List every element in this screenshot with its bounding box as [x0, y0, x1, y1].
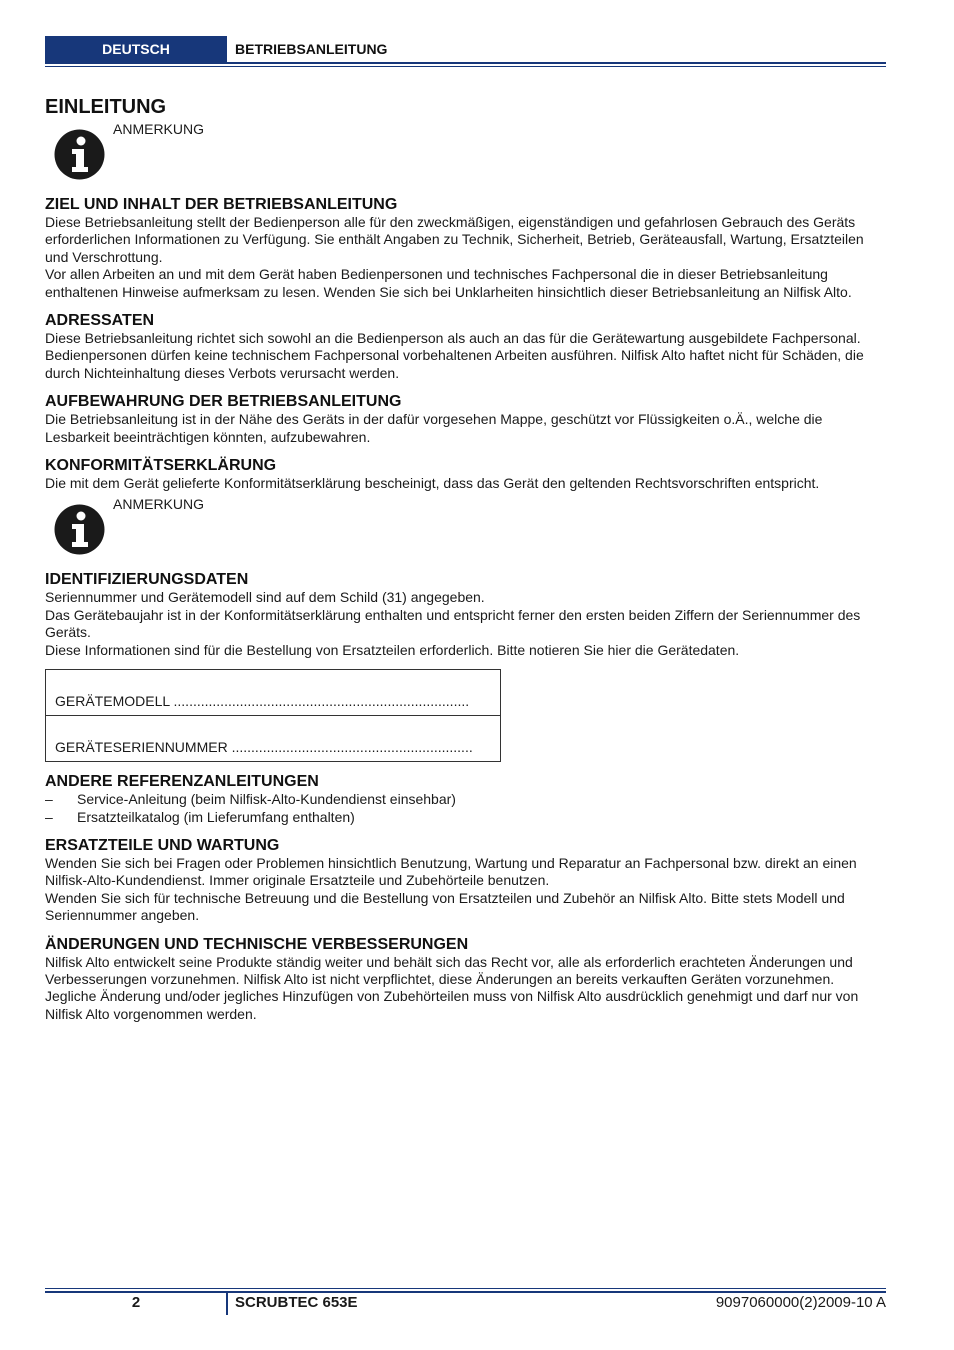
- footer-rule-thin: [45, 1288, 886, 1289]
- page-footer: [45, 1288, 886, 1318]
- paragraph: Diese Betriebsanleitung stellt der Bedienperson alle für den zweckmäßigen, eigenständigen und gefahrlosen Gebrauch des Geräts erforderlichen Informationen zu Verfügung. Sie enthält Angaben zu Technik, Sicherheit, Betrieb, Geräteausfall, Wartung, Ersatzteilen und Verschrottung.: [45, 214, 864, 265]
- section-identifizierung: [45, 570, 890, 659]
- language-tab: DEUTSCH: [45, 36, 227, 62]
- info-icon: [54, 129, 105, 180]
- section-andere: [45, 772, 890, 826]
- footer-rule: [45, 1291, 886, 1293]
- page-number: 2: [131, 1294, 141, 1311]
- note-block-1: [45, 121, 890, 183]
- note-label: ANMERKUNG: [113, 496, 205, 513]
- section-title: KONFORMITÄTSERKLÄRUNG: [45, 457, 277, 475]
- paragraph: Vor allen Arbeiten an und mit dem Gerät haben Bedienpersonen und technisches Fachpersonal die in dieser Betriebsanleitung enthaltenen Hinweise aufmerksam zu lesen. Wenden Sie sich bei Unklarheiten hinsichtlich dieser Betriebsanleitung an Nilfisk Alto.: [45, 266, 852, 300]
- paragraph: Jegliche Änderung und/oder jegliches Hinzufügen von Zubehörteilen muss von Nilfisk Alto ausdrücklich genehmigt und darf nur von Nilfisk Alto vorgenommen werden.: [45, 988, 859, 1022]
- header-title: BETRIEBSANLEITUNG: [235, 41, 388, 57]
- section-title: ERSATZTEILE UND WARTUNG: [45, 836, 280, 854]
- section-title: ADRESSATEN: [45, 312, 155, 330]
- header-rule: [45, 62, 886, 64]
- reference-list: [45, 791, 890, 826]
- product-model: SCRUBTEC 653E: [235, 1294, 358, 1311]
- paragraph: Seriennummer und Gerätemodell sind auf dem Schild (31) angegeben.: [45, 589, 485, 606]
- page-header: [45, 36, 886, 64]
- device-model-field: GERÄTEMODELL ............................................................................: [55, 693, 470, 710]
- section-aufbewahrung: [45, 392, 890, 446]
- section-title: ÄNDERUNGEN UND TECHNISCHE VERBESSERUNGEN: [45, 935, 469, 953]
- note-block-2: [45, 496, 890, 558]
- device-serial-field: GERÄTESERIENNUMMER ..............................................................: [55, 739, 473, 756]
- paragraph: Die Betriebsanleitung ist in der Nähe des Geräts in der dafür vorgesehen Mappe, geschützt vor Flüssigkeiten o.Ä., welche die Lesbarkeit beeinträchtigen könnten, aufzubewahren.: [45, 411, 823, 445]
- section-aenderungen: [45, 935, 890, 1024]
- section-title: ZIEL UND INHALT DER BETRIEBSANLEITUNG: [45, 196, 398, 213]
- device-serial-row: [46, 715, 500, 761]
- list-item: – Service-Anleitung (beim Nilfisk-Alto-Kundendienst einsehbar): [45, 791, 890, 808]
- section-title: ANDERE REFERENZANLEITUNGEN: [45, 773, 319, 791]
- header-rule-thin: [45, 66, 886, 67]
- section-title: IDENTIFIZIERUNGSDATEN: [45, 571, 249, 589]
- paragraph: Nilfisk Alto entwickelt seine Produkte ständig weiter und behält sich das Recht vor, alle als erforderlich erachteten Änderungen und Verbesserungen vorzunehmen. Nilfisk Alto ist nicht verpflichtet, diese Änderungen an bereits verkauften Geräten vorzunehmen.: [45, 953, 853, 987]
- paragraph: Wenden Sie sich für technische Betreuung und die Bestellung von Ersatzteilen und Zubehör an Nilfisk Alto. Bitte stets Modell und Seriennummer angeben.: [45, 889, 845, 924]
- document-code: 9097060000(2)2009-10 A: [715, 1294, 886, 1311]
- footer-divider: [226, 1292, 228, 1315]
- list-item: – Ersatzteilkatalog (im Lieferumfang enthalten): [45, 809, 890, 826]
- paragraph: Diese Informationen sind für die Bestellung von Ersatzteilen erforderlich. Bitte notieren Sie hier die Gerätedaten.: [45, 641, 740, 658]
- note-label: ANMERKUNG: [113, 121, 205, 137]
- section-ersatzteile: [45, 836, 890, 925]
- paragraph: Das Gerätebaujahr ist in der Konformitätserklärung enthalten und entspricht ferner den ersten beiden Ziffern der Seriennummer des Geräts.: [45, 606, 861, 641]
- device-data-box: [45, 669, 501, 762]
- section-title: AUFBEWAHRUNG DER BETRIEBSANLEITUNG: [45, 393, 402, 411]
- section-ziel: [45, 195, 890, 301]
- section-konformitaet: [45, 456, 890, 492]
- paragraph: Diese Betriebsanleitung richtet sich sowohl an die Bedienperson als auch an das für die Gerätewartung ausgebildete Fachpersonal. Bedienpersonen dürfen keine technischem Fachpersonal vorbehaltenen Arbeiten ausführen. Nilfisk Alto haftet nicht für Schäden, die durch Nichteinhaltung dieses Verbots verursacht werden.: [45, 330, 864, 381]
- device-model-row: [46, 670, 500, 715]
- page-title: EINLEITUNG: [45, 96, 167, 118]
- page-body: [45, 96, 890, 1023]
- paragraph: Wenden Sie sich bei Fragen oder Problemen hinsichtlich Benutzung, Wartung und Reparatur an Fachpersonal bzw. direkt an einen Nilfisk-Alto-Kundendienst. Immer originale Ersatzteile und Zubehörteile benutzen.: [45, 854, 857, 889]
- paragraph: Die mit dem Gerät gelieferte Konformitätserklärung bescheinigt, dass das Gerät den geltenden Rechtsvorschriften entspricht.: [45, 475, 820, 492]
- section-adressaten: [45, 311, 890, 382]
- info-icon: [54, 504, 105, 555]
